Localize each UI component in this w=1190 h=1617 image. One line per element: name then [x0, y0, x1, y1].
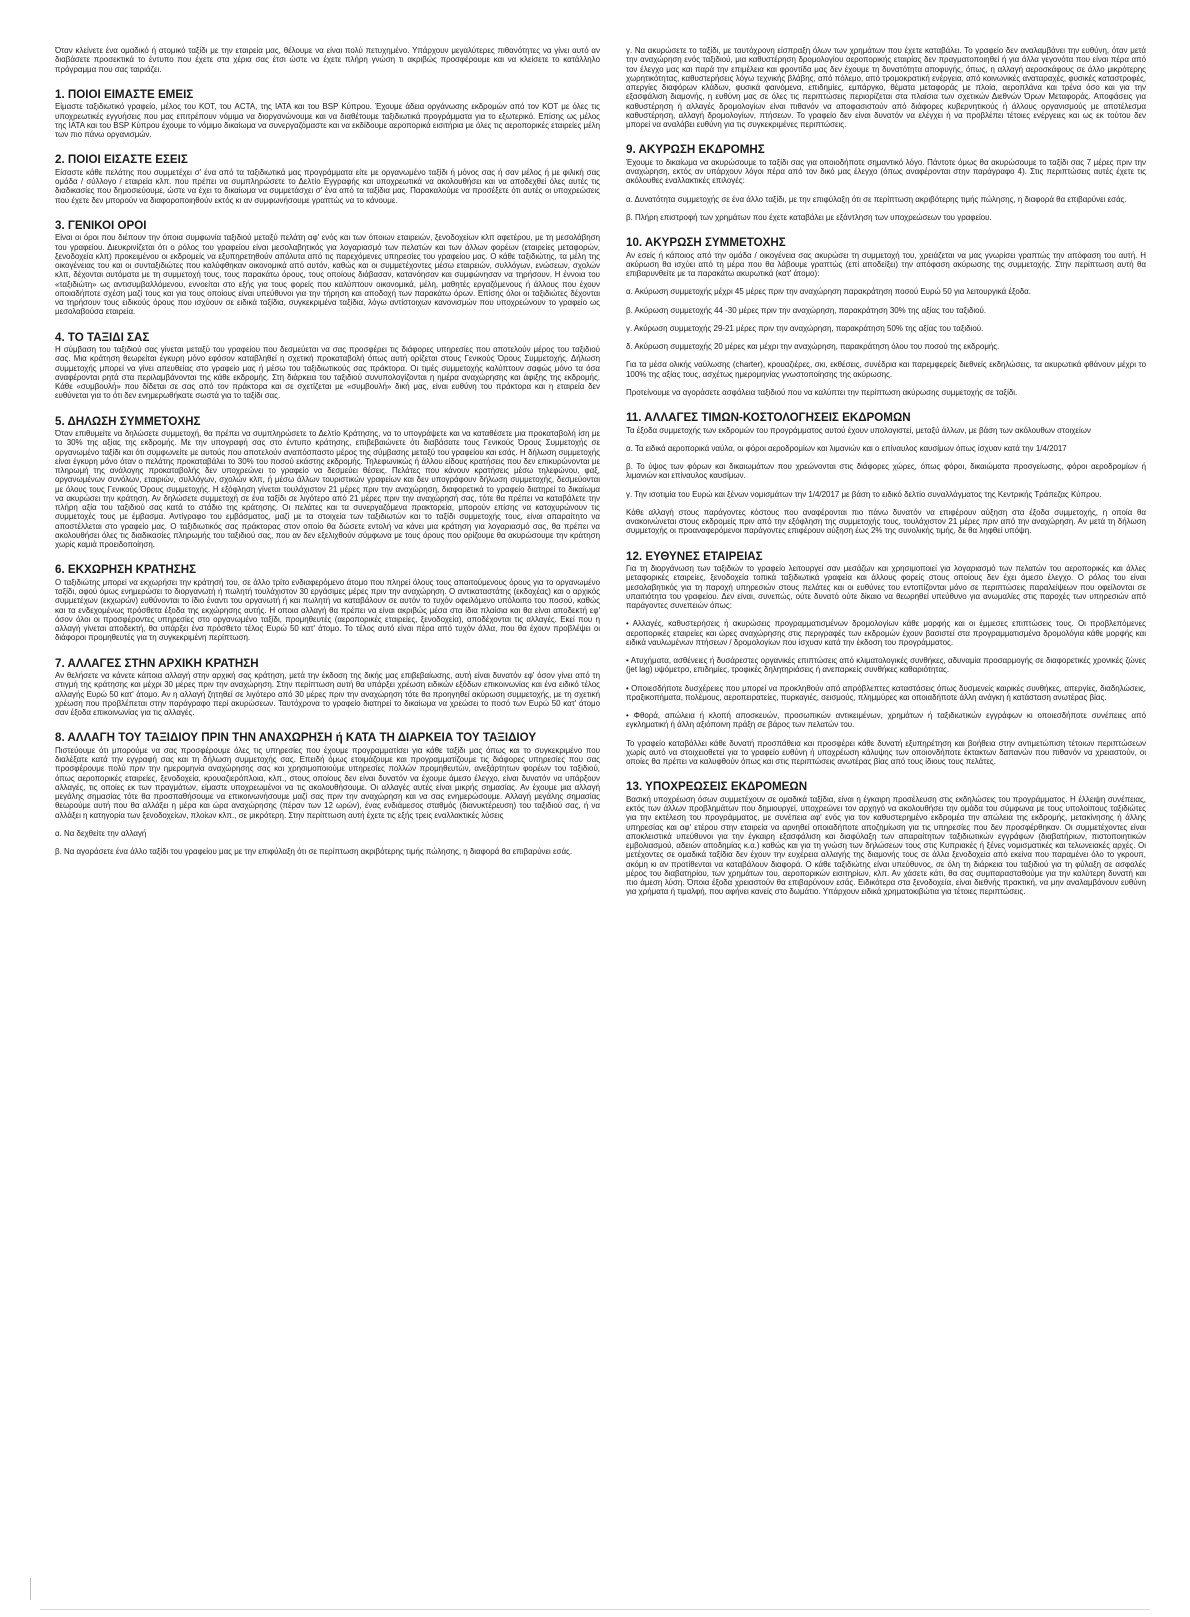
terms-section	[626, 411, 1146, 536]
section-paragraph: Βασική υποχρέωση όσων συμμετέχουν σε ομαδικά ταξίδια, είναι η έγκαιρη προσέλευση στις εκδηλώσεις του προγράμματος. Η έλλειψη συνέπειας, εκτός των άλλων προβλημάτων που δημιουργεί, υποχρεώνει τον αρχηγό να ακολουθήσει την ομάδα του σύμφωνα με τους υπολοίπους ταξιδιώτες για την εκτέλεση του προγράμματος, με συνέπεια αφ' ενός για τον καθυστερημένο εκδρομέα την απώλεια της εκδρομής, μετακίνησης ή άλλης υπηρεσίας και αφ' ετέρου στην εταιρεία να αρνηθεί οποιαδήποτε αποζημίωση για τις υπηρεσίες που δεν προσφέρθηκαν. Οι συμμετέχοντες είναι αποκλειστικά υπεύθυνοι για την έγκαιρη εξασφάλιση και διαφύλαξη των απαραίτητων ταξιδιωτικών εγγράφων (διαβατήριων, πιστοποιητικών εμβολιασμού, αδειών αποδημίας κ.α.) καθώς και για τη γνώση των δηλώσεων τους στις Κυπριακές ή ξένες νομισματικές και τελωνειακές αρχές. Οι μετέχοντες σε ομαδικά ταξίδια δεν έχουν την ευχέρεια αλλαγής της διαμονής τους σε άλλα ξενοδοχεία από εκείνα που παραμένει όλο το γκρουπ, ακόμη κι αν προτίθενται να καταβάλουν διαφορά. Ο κάθε ταξιδιώτης είναι υπεύθυνος, σε όλη τη διάρκεια του ταξιδιού για τη φύλαξη σε ασφαλές μέρος του διαβατηρίου, των χρημάτων του, αεροπορικών εισιτηρίων, κλπ. Αν χάσετε κάτι, θα σας συμπαρασταθούμε για την καλύτερη δυνατή και πιο άμεση λύση. Όποια έξοδα χρειαστούν θα επιβαρύνουν εσάς. Ειδικότερα στα ξενοδοχεία, είναι διεθνής πρακτική, να μην αναλαμβάνουν ευθύνη για χρήματα ή τιμαλφή, που αφήνει κανείς στο δωμάτιο. Υπάρχουν ειδικά χρηματοκιβώτια για τέτοιες περιπτώσεις.	[626, 794, 1146, 897]
terms-section	[626, 236, 1146, 397]
section-paragraph: β. Να αγοράσετε ένα άλλο ταξίδι του γραφείου μας με την επιφύλαξη ότι σε περίπτωση ακριβότερης τιμής πώλησης, η διαφορά θα επιβαρύνει εσάς.	[55, 847, 573, 856]
section-heading: 5. ΔΗΛΩΣΗ ΣΥΜΜΕΤΟΧΗΣ	[55, 414, 201, 428]
section-paragraph: δ. Ακύρωση συμμετοχής 20 μέρες και μέχρι την αναχώρηση, παρακράτηση όλου του ποσού της εκδρομής.	[626, 342, 1000, 351]
section-paragraph: Όταν επιθυμείτε να δηλώσετε συμμετοχή, θα πρέπει να συμπληρώσετε το Δελτίο Κράτησης, να το υπογράψετε και να καταθέσετε μια προκαταβολή ίση με το 30% της αξίας της εκδρομής. Με την υπογραφή σας στο έντυπο κράτησης, επιβεβαιώνετε ότι διαβάσατε τους Γενικούς Όρους Συμμετοχής σε οργανωμένο ταξίδι και ότι συμφωνείτε με αυτούς που αποτελούν αναπόσπαστο μέρος της σύμβασης μεταξύ του γραφείου και εσάς. Η δήλωση συμμετοχής είναι έγκυρη μόνο όταν ο πελάτης προκαταβάλει το 30% του ποσού εκάστης εκδρομής. Τηλεφωνικώς ή άλλου είδους κρατήσεις που δεν επικυρώνονται με πληρωμή της ανάλογης προκαταβολής δεν υποχρεώνει το γραφείο να δεσμεύει θέσεις. Πελάτες που κάνουν κρατήσεις μέσω τηλεφώνου, φαξ, οργανωμένων συνόλων, εταιριών, συλλόγων, σχολών κλπ, ή μέσω άλλων τουριστικών γραφείων και δεν υπογράφουν δήλωση συμμετοχής, δεσμεύονται με όλους τους Γενικούς Όρους συμμετοχής. Η εξόφληση γίνεται τουλάχιστον 21 μέρες πριν την αναχώρηση, διαφορετικά το γραφείο διατηρεί το δικαίωμα να ακυρώσει την κράτηση. Αν δηλώσετε συμμετοχή σε ένα ταξίδι σε λιγότερο από 21 μέρες πριν την αναχώρησή σας, τότε θα πρέπει να καταβάλετε την πλήρη αξία του ταξιδιού σας κατά το στάδιο της κράτησης. Οι πελάτες και τα συνεργαζόμενα πρακτορεία, μπορούν επίσης να κατοχυρώνουν τις συμμετοχές τους με έμβασμα. Αντίγραφο του εμβάσματος, μαζί με τα στοιχεία των ταξιδιωτών και το ταξίδι συμμετοχής τους, είναι απαραίτητο να αποστέλλεται στο γραφείο μας. Ο ταξιδιωτικός σας πράκτορας στον οποίο θα δώσετε εντολή να κάνει μια κράτηση για λογαριασμό σας, θα πρέπει να ακολουθήσει όλες τις διαδικασίες πληρωμής του ταξιδιού σας, που αν δεν εξελιχθούν σύμφωνα με τους όρους που ορίζουμε θα ακυρώσουμε την κράτηση χωρίς καμιά προειδοποίηση.	[55, 429, 600, 549]
terms-section	[55, 219, 600, 317]
section-paragraph: • Αλλαγές, καθυστερήσεις ή ακυρώσεις προγραμματισμένων δρομολογίων κάθε μορφής και οι έμμεσες επιπτώσεις τους. Οι προβλεπόμενες αεροπορικές εταιρείες και ώρες αναχώρησης στις περιγραφές των εκδρομών έχουν βασιστεί στα προγραμματισμένα δρομολόγια κάθε μορφής και ειδικά ναυλωμένων πτήσεων / δρομολογίων που ίσχυαν κατά την έκδοση του προγράμματος.	[626, 619, 1146, 647]
terms-section	[55, 657, 600, 718]
section-paragraph: • Οποιεσδήποτε δυσχέρειες που μπορεί να προκληθούν από απρόβλεπτες καταστάσεις όπως δυσμενείς καιρικές συνθήκες, απεργίες, διαδηλώσεις, πραξικοπήματα, πολέμους, αεροπειρατείες, πυρκαγιές, σεισμούς, πλημμύρες και οποιαδήποτε άλλη ανάγκη ή κατάσταση ανωτέρας βίας.	[626, 683, 1146, 702]
scan-mark	[30, 1578, 37, 1600]
section-paragraph: Η σύμβαση του ταξιδιού σας γίνεται μεταξύ του γραφείου που δεσμεύεται να σας προσφέρει τις διάφορες υπηρεσίες που αποτελούν μέρος του ταξιδιού σας. Μια κράτηση θεωρείται έγκυρη μόνο εφόσον καταβληθεί η σχετική προκαταβολή όπως αυτή ορίζεται στους Γενικούς Όρους Συμμετοχής. Δήλωση συμμετοχής μπορεί να γίνει απευθείας στο γραφείο μας ή μέσω του ταξιδιωτικούς σας πράκτορα. Οι τιμές συμμετοχής καλύπτουν σαφώς μόνο τα όσα αναφέρονται ρητά στα περιλαμβάνονται της κάθε εκδρομής. Στη διάρκεια του ταξιδιού συνυπολογίζονται η ημέρα αναχώρησης και άφιξης της εκδρομής. Κάθε «συμβουλή» που δίδεται σε σας από τον πράκτορα και σε σχετίζεται με «συμβουλή» δική μας, είναι ευθύνη του πράκτορα και η εταιρεία δεν ευθύνεται για το ότι δεν ενημερωθήκατε σωστά για το ταξίδι σας.	[55, 345, 600, 401]
section-paragraph: Ο ταξιδιώτης μπορεί να εκχωρήσει την κράτησή του, σε άλλο τρίτο ενδιαφερόμενο άτομο που πληρεί όλους τους απαιτούμενους όρους για το οργανωμένο ταξίδι, αφού όμως ενημερώσει το διοργανωτή ή πωλητή τουλάχιστον 30 εργάσιμες μέρες πριν την αναχώρηση. Ο αντικαταστάτης (εκδοχέας) και ο αρχικός συμμετέχων (εκχωρών) ευθύνονται το ίδιο έναντι του οργανωτή ή και πωλητή να καταβάλουν σε αυτόν το τυχόν οφειλόμενο υπόλοιπο του ποσού, καθώς και τα ενδεχομένως πρόσθετα έξοδα της εκχώρησης αυτής. Η οποια αλλαγή θα πρέπει να είναι ακριβώς μέσα στα ίδια πλαίσια και θα είναι αποδεκτή εφ' όσον όλοι οι προσφέροντες υπηρεσίες στο οργανωμένο ταξίδι, προμηθευτές (αεροπορικές εταιρείες, ξενοδοχεία), αποδέχονται τις αλλαγές. Εκεί που η αλλαγή γίνεται αποδεκτή, θα υπάρξει ένα πρόσθετο τέλος Ευρώ 50 κατ' άτομο. Το τέλος αυτό είναι πέρα από τυχόν άλλα, που θα έχουν προβλέψει οι διάφοροι προμηθευτές για τη συγκεκριμένη περίπτωση.	[55, 577, 600, 643]
section-paragraph: • Ατυχήματα, ασθένειες ή δυσάρεστες οργανικές επιπτώσεις από κλιματολογικές συνθήκες, αδυναμία προσαρμογής σε διαφορετικές χρονικές ζώνες (jet lag) υψόμετρο, επιδημίες, τροφικές δηλητηριάσεις ή ανεπαρκείς συνθήκες καθαριότητας.	[626, 656, 1146, 675]
section-paragraph: γ. Την ισοτιμία του Ευρώ και ξένων νομισμάτων την 1/4/2017 με βάση το ειδικό δελτίο συναλλάγματος της Κεντρικής Τράπεζας Κύπρου.	[626, 489, 1102, 499]
right-sections	[626, 46, 1146, 897]
section-heading: 13. ΥΠΟΧΡΕΩΣΕΙΣ ΕΚΔΡΟΜΕΩΝ	[626, 780, 808, 794]
terms-section	[55, 331, 600, 401]
terms-section	[55, 731, 600, 856]
section-heading: 1. ΠΟΙΟΙ ΕΙΜΑΣΤΕ ΕΜΕΙΣ	[55, 87, 194, 101]
section-heading: 4. ΤΟ ΤΑΞΙΔΙ ΣΑΣ	[55, 330, 150, 344]
section-paragraph: α. Ακύρωση συμμετοχής μέχρι 45 μέρες πριν την αναχώρηση παρακράτηση ποσού Ευρώ 50 για λειτουργικά έξοδα.	[626, 287, 1031, 297]
terms-section	[626, 780, 1146, 896]
section-paragraph: β. Πλήρη επιστροφή των χρημάτων που έχετε καταβάλει με εξάντληση των υποχρεώσεων του γραφείου.	[626, 212, 992, 222]
terms-section	[626, 550, 1146, 767]
section-paragraph: • Φθορά, απώλεια ή κλοπή αποσκευών, προσωπικών αντικειμένων, χρημάτων ή ταξιδιωτικών εγγράφων κι οποιεσδήποτε συνέπειες από εγκληματική ή άλλη αξιόποινη πράξη σε βάρος των πελατών του.	[626, 711, 1146, 730]
section-heading: 9. ΑΚΥΡΩΣΗ ΕΚΔΡΟΜΗΣ	[626, 143, 765, 157]
section-heading: 7. ΑΛΛΑΓΕΣ ΣΤΗΝ ΑΡΧΙΚΗ ΚΡΑΤΗΣΗ	[55, 656, 259, 670]
bottom-rule	[40, 1609, 1150, 1610]
terms-section	[55, 153, 600, 205]
section-paragraph: β. Ακύρωση συμμετοχής 44 -30 μέρες πριν την αναχώρηση, παρακράτηση 30% της αξίας του ταξιδιού.	[626, 305, 987, 315]
right-column	[626, 46, 1146, 1617]
terms-section	[55, 415, 600, 550]
section-paragraph: γ. Ακύρωση συμμετοχής 29-21 μέρες πριν την αναχώρηση, παρακράτηση 50% της αξίας του ταξιδιού.	[626, 323, 984, 333]
section-paragraph: Είμαστε ταξιδιωτικό γραφείο, μέλος του ΚΟΤ, του ACTA, της IATA και του BSP Κύπρου. Έχουμε άδεια οργάνωσης εκδρομών από τον ΚΟΤ με όλες τις υποχρεωτικές εγγυήσεις που μας επιτρέπουν νόμιμα να διοργανώνουμε και να διαθέτουμε ταξιδιωτικά προγράμματα για το εξωτερικό. Επίσης ως μέλος της IATA και του BSP Κύπρου έχουμε το νόμιμο δικαίωμα να συνεργαζόμαστε και να εκδίδουμε αεροπορικά εισιτήρια με όλες τις αεροπορικές εταιρείες μέλη των πιο πάνω οργανισμών.	[55, 102, 600, 139]
section-heading: 3. ΓΕΝΙΚΟΙ ΟΡΟΙ	[55, 218, 147, 232]
left-column	[55, 46, 600, 1617]
section-paragraph: Προτείνουμε να αγοράσετε ασφάλεια ταξιδιού που να καλύπτει την περίπτωση ακύρωσης συμμετοχής σε ταξίδι.	[626, 387, 1018, 397]
section-paragraph: γ. Να ακυρώσετε το ταξίδι, με ταυτόχρονη είσπραξη όλων των χρημάτων που έχετε καταβάλει. Το γραφείο δεν αναλαμβάνει την ευθύνη, όταν μετά την αναχώρηση ενός ταξιδιού, μια καθυστέρηση δρομολογίου αεροπορικής εταιρίας δεν πραγματοποιηθεί ή για άλλα γεγονότα που είναι πέρα από τον έλεγχο μας και παρά την επιμέλεια και φροντίδα μας δεν έχουμε τη δυνατότητα αποφυγής, όπως, η αλλαγή αεροσκάφους σε άλλο μικρότερης χωρητικότητας, καθυστερήσεις λόγω τεχνικής βλάβης, από πόλεμο, από τρομοκρατική ενέργεια, από κοινωνικές αναταραχές, φυσικές καταστροφές, απεργίες διαφόρων κλάδων, φυσικά φαινόμενα, επιδημίες, εμπάργκο, θέματα μεταφοράς με πλοία, αεροπλάνα και τρένα όσο και για την εξασφάλιση διαμονής, η ευθύνη μας σε όλες τις περιπτώσεις περιορίζεται στα πλαίσια των σχετικών Διεθνών Όρων Μεταφοράς. Αποφάσεις για καθυστέρηση ή αλλαγές δρομολογίων είναι πιθανόν να αποφασιστούν από διάφορες κυβερνητικούς ή άλλους οργανισμούς με αποτέλεσμα καθυστέρηση, αλλαγή δρομολογίων, πτήσεων. Το γραφείο δεν είναι δυνατόν να ελέγχει ή να προβλέπει τέτοιες ενέργειες και ως εκ τούτου δεν μπορεί να αναλάβει ευθύνη για τις συγκεκριμένες περιπτώσεις.	[626, 46, 1146, 129]
section-heading: 10. ΑΚΥΡΩΣΗ ΣΥΜΜΕΤΟΧΗΣ	[626, 236, 786, 249]
section-paragraph: Κάθε αλλαγή στους παράγοντες κόστους που αναφέρονται πιο πάνω δυνατόν να επιφέρουν αύξηση στα έξοδα συμμετοχής, η οποία θα ανακοινώνεται στους εκδρομείς πριν από την εξόφληση της συμμετοχής τους, τουλάχιστον 21 μέρες πριν από την αναχώρηση. Αν μετά τη δήλωση συμμετοχής οι προαναφερόμενοι παράγοντες επιφέρουν αύξηση έως 2% της συνολικής τιμής, δε θα ληφθεί υπόψη.	[626, 507, 1146, 536]
section-paragraph: Για τα μέσα ολικής ναύλωσης (charter), κρουαζιέρες, σκι, εκθέσεις, συνέδρια και παρεμφερείς διεθνείς εκδηλώσεις, τα ακυρωτικά φθάνουν μέχρι το 100% της αξίας τους, ασχέτως ημερομηνίας γνωστοποίησης της ακύρωσης.	[626, 360, 1146, 379]
section-paragraph: Είσαστε κάθε πελάτης που συμμετέχει σ' ένα από τα ταξιδιωτικά μας προγράμματα είτε με οργανωμένο ταξίδι ή μόνος σας ή σαν μέλος ή με φιλική σας ομάδα / σύλλογο / εταιρεία κλπ. που πρέπει να συμπληρώσετε το Δελτίο Εγγραφής και υποχρεωτικά να ακολουθήσει και να αποδεχθεί όλες αυτές τις διαδικασίες που δημοσιεύουμε, ώστε να έχει το δικαίωμα να συμμετάσχει σ' ένα από τα ταξίδια μας. Παρακαλούμε να προσέξετε ότι αυτές οι υποχρεώσεις που έχετε δεν μπορούν να διαφοροποιηθούν εκτός κι αν συμφωνήσουμε γραπτώς να το κάνουμε.	[55, 167, 600, 205]
section-paragraph: β. Το ύψος των φόρων και δικαιωμάτων που χρεώνονται στις διάφορες χώρες, όπως φόροι, δικαιώματα προσγείωσης, φόροι αεροδρομίων ή λιμανιών και επίναυλος καυσίμων.	[626, 462, 1146, 481]
section-paragraph: Το γραφείο καταβάλλει κάθε δυνατή προσπάθεια και προσφέρει κάθε δυνατή εξυπηρέτηση και βοήθεια στην αντιμετώπιση τέτοιων περιπτώσεων χωρίς αυτό να στοιχειοθετεί για το γραφείο ευθύνη ή υποχρέωση κάλυψης των οποιονδήποτε έκτακτων δαπανών που πιθανόν να χρειαστούν, οι οποίες θα πρέπει να καλυφθούν όπως και στις περιπτώσεις ανωτέρας βίας από τους ίδιους τους πελάτες.	[626, 738, 1146, 766]
section-paragraph: Για τη διοργάνωση των ταξιδιών το γραφείο λειτουργεί σαν μεσάζων και χρησιμοποιεί για λογαριασμό των πελατών του αεροπορικές και άλλες μεταφορικές εταιρείες, ξενοδοχεία τοπικά ταξιδιωτικά γραφεία και άλλους φορείς στους οποίους δεν έχει άμεσο έλεγχο. Ο ρόλος του είναι μεσολαβητικός για τη παροχή υπηρεσιών στους πελάτες και οι ευθύνες του εντοπίζονται μόνο σε περιπτώσεις παραλείψεων που οφείλονται σε υπαιτιότητα του γραφείου. Δεν είναι, συνεπώς, ούτε δυνατό ούτε δίκαιο να θεωρηθεί υπεύθυνο για ανωμαλίες στις παροχές των υπηρεσιών από παράγοντες συνεπειών όπως:	[626, 564, 1146, 610]
section-paragraph: α. Δυνατότητα συμμετοχής σε ένα άλλο ταξίδι, με την επιφύλαξη ότι σε περίπτωση ακριβότερης τιμής πώλησης, η διαφορά θα επιβαρύνει εσάς.	[626, 194, 1127, 204]
terms-section	[55, 563, 600, 642]
section-heading: 11. ΑΛΛΑΓΕΣ ΤΙΜΩΝ-ΚΟΣΤΟΛΟΓΗΣΕΙΣ ΕΚΔΡΟΜΩΝ	[626, 411, 911, 424]
terms-section	[626, 46, 1146, 129]
left-sections	[55, 88, 600, 857]
section-paragraph: Πιστεύουμε ότι μπορούμε να σας προσφέρουμε όλες τις υπηρεσίες που έχουμε προγραμματίσει για κάθε ταξίδι μας όπως και το συγκεκριμένο που διαλέξατε κατά την εγγραφή σας και τη δήλωση συμμετοχής σας. Επειδή όμως ετοιμάζουμε και προγραμματίζουμε τις διάφορες υπηρεσίες που σας προσφέρουμε πολύ πριν την ημερομηνία αναχώρησης σας και χρησιμοποιούμε υπηρεσίες πολλών προμηθευτών, ανεξάρτητων φορέων του ταξιδιού, όπως αεροπορικές εταιρείες, ξενοδοχεία, κρουαζιερόπλοια, κλπ., στους οποίους δεν είναι δυνατόν να έχουμε άμεσο έλεγχο, είναι δυνατόν να υπάρξουν αλλαγές, τις οποίες εκ των πραγμάτων, είμαστε υποχρεωμένοι να τις ακολουθήσουμε. Οι αλλαγές αυτές είναι μικρής σημασίας. Αν έχουμε μια αλλαγή μεγάλης σημασίας τότε θα προσπαθήσουμε να επικοινωνήσουμε μαζί σας πριν την αναχώρηση και να σας ενημερώσουμε. Αλλαγή μεγάλης σημασίας θεωρούμε αυτή που θα αλλάξει η μέρα και ώρα αναχώρησης (πέραν των 12 ωρών), ένας ενδιάμεσος σταθμός (διανυκτέρευση) του ταξιδιού σας, ή να αλλάξει η κατηγορία των ξενοδοχείων, πλοίων κλπ., σε μικρότερη. Στην περίπτωση αυτή έχετε τις εξής τρεις εναλλακτικές λύσεις	[55, 745, 600, 820]
section-paragraph: α. Τα ειδικά αεροπορικά ναύλα, οι φόροι αεροδρομίων και λιμανιών και ο επίναυλος καυσίμων όπως ίσχυαν κατά την 1/4/2017	[626, 443, 1067, 453]
section-heading: 6. ΕΚΧΩΡΗΣΗ ΚΡΑΤΗΣΗΣ	[55, 563, 197, 577]
section-heading: 8. ΑΛΛΑΓΗ ΤΟΥ ΤΑΞΙΔΙΟΥ ΠΡΙΝ ΤΗΝ ΑΝΑΧΩΡΗΣΗ ή ΚΑΤΑ ΤΗ ΔΙΑΡΚΕΙΑ ΤΟΥ ΤΑΞΙΔΙΟΥ	[55, 731, 537, 745]
section-paragraph: Τα έξοδα συμμετοχής των εκδρομών του προγράμματος αυτού έχουν υπολογιστεί, μεταξύ άλλων, με βάση των ακόλουθων στοιχείων	[626, 425, 1091, 435]
section-paragraph: Είναι οι όροι που διέπουν την όποια συμφωνία ταξιδιού μεταξύ πελάτη αφ' ενός και των όποιων εταιρειών, ξενοδοχείων κλπ αφετέρου, με τη μεσολάβηση του γραφείου. Διευκρινίζεται ότι ο ρόλος του γραφείου είναι μεσολαβητικός για λογαριασμό των πελατών και των άλλων φορέων (εταιρείες μεταφορών, ξενοδοχεία κλπ) προκειμένου οι εκδρομείς να εξυπηρετηθούν απόλυτα από τις παρεχόμενες υπηρεσίες του γραφείου μας. Ο κάθε ταξιδιώτης, τα μέλη της οικογένειας του και οι συνταξιδιώτες που καλύφθηκαν οικονομικά από αυτόν, καθώς και οι συμμετέχοντες μέσω εταιρειών, συλλόγων, ενώσεων, σχολών κλπ, δέχονται αυτόματα με τη συμμετοχή τους, τους παρακάτω όρους, τους οποίους διάβασαν, κατανόησαν και συμφώνησαν να τηρήσουν. Η έννοια του «ταξιδιώτη» ως αντισυμβαλλόμενου, εννοείται στο εξής για τους φορείς που καλύπτουν οικονομικά, μέλη, μαθητές εργαζόμενους ή άλλους που έχουν οποιαδήποτε σχέση μαζί τους και για τους οποίους είναι υπεύθυνοι για την τήρηση και αποδοχή των παρακάτω όρων. Επίσης όλοι οι ταξιδιώτες δέχονται να τηρήσουν τους ειδικούς όρους που ισχύουν σε ειδικά ταξίδια, συγκεκριμένα ταξίδια, λόγω αντίστοιχων κανονισμών που υποχρεώνουν το γραφείο ως μεσολαβούσα εταιρεία.	[55, 233, 600, 317]
section-paragraph: Έχουμε το δικαίωμα να ακυρώσουμε το ταξίδι σας για οποιοδήποτε σημαντικό λόγο. Πάντοτε όμως θα ακυρώσουμε το ταξίδι σας 7 μέρες πριν την αναχώρηση, εκτός αν υπάρχουν λόγοι πέρα από τον δικό μας έλεγχο (όπως αναφέρονται στην παράγραφο 4). Στις περιπτώσεις αυτές έχετε τις ακόλουθες εναλλακτικές επιλογές:	[626, 157, 1146, 186]
section-paragraph: α. Να δεχθείτε την αλλαγή	[55, 828, 147, 838]
section-paragraph: Αν εσείς ή κάποιος από την ομάδα / οικογένεια σας ακυρώσει τη συμμετοχή του, χρειάζεται να μας γνωρίσει γραπτώς την απόφαση του αυτή. Η ακύρωση θα ισχύει από τη μέρα που θα λάβουμε γραπτώς (επί αποδείξει) την απόφαση ακύρωσης της συμμετοχής. Στην περίπτωση αυτή θα επιβαρυνθείτε με τα παρακάτω ακυρωτικά (κατ' άτομο):	[626, 250, 1146, 278]
terms-section	[55, 88, 600, 140]
intro-paragraph: Όταν κλείνετε ένα ομαδικό ή ατομικό ταξίδι με την εταιρεία μας, θέλουμε να είναι πολύ πετυχημένο. Υπάρχουν μεγαλύτερες πιθανότητες να γίνει αυτό αν διαβάσετε προσεκτικά το έντυπο που έχετε στα χέρια σας έτσι ώστε να έχετε πλήρη γνώση τι ακριβώς προσφέρουμε και να κλείσετε το κατάλληλο πρόγραμμα που σας ταιριάζει.	[55, 46, 600, 74]
section-heading: 2. ΠΟΙΟΙ ΕΙΣΑΣΤΕ ΕΣΕΙΣ	[55, 153, 188, 167]
section-heading: 12. ΕΥΘΥΝΕΣ ΕΤΑΙΡΕΙΑΣ	[626, 549, 763, 563]
section-paragraph: Αν θελήσετε να κάνετε κάποια αλλαγή στην αρχική σας κράτηση, μετά την έκδοση της δικής μας επιβεβαίωσης, αυτή είναι δυνατόν εφ' όσον γίνει από τη στιγμή της κράτησης και μέχρι 30 μέρες πριν την αναχώρηση. Στην περίπτωση αυτή θα υπάρξει χρέωση ειδικών εξόδων επικοινωνίας και ένα ειδικό τέλος αλλαγής Ευρώ 50 κατ' άτομο. Αν η αλλαγή ζητηθεί σε λιγότερο από 30 μέρες πριν την αναχώρηση τότε θα προηγηθεί ακύρωση συμμετοχής, με τη σχετική χρέωση που προβλέπεται στην παράγραφο περί ακυρώσεων. Ταυτόχρονα το γραφείο διατηρεί το δικαίωμα να χρεώσει το ποσό των Ευρώ 50 κατ' άτομο σαν έξοδα επικοινωνίας για τις αλλαγές.	[55, 671, 600, 717]
terms-section	[626, 143, 1146, 222]
